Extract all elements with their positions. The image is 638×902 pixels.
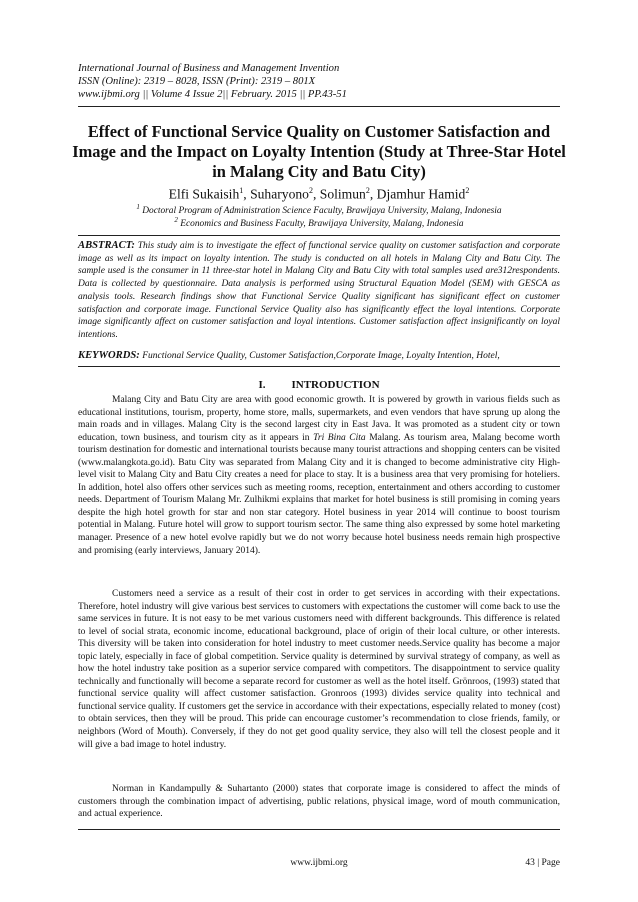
keywords-text: Functional Service Quality, Customer Satisfaction,Corporate Image, Loyalty Intention, Hotel,	[139, 351, 500, 361]
author-affiliation-mark: 2	[308, 186, 313, 195]
emphasis-text: Tri Bina Cita	[313, 432, 366, 443]
author-name: Elfi Sukaisih	[168, 186, 240, 202]
section-number: I.	[258, 379, 266, 391]
section-title: INTRODUCTION	[291, 379, 380, 391]
journal-volume: www.ijbmi.org || Volume 4 Issue 2|| February. 2015 || PP.43-51	[78, 89, 347, 100]
journal-header	[78, 62, 558, 101]
intro-paragraph-2: Customers need a service as a result of their cost in order to get services in according with their expectations. Therefore, hotel industry will give various best services to customers with expectations the customer will come back to use the same services in future. It is not easy to be met various customers need with different backgrounds. This difference is related to level of social strata, economic income, educational background, place of origin of their local culture, or other interests. This diversity will be taken into consideration for hotel industry to meet customer needs.Service quality has become a major topic lately, especially in face of global competition. Service quality is determined by survival strategy of company, as well as how the hotel industry take position as a superior service compared with competitors. The disappointment to service quality technically and functionally will become a separate record for customer as well as the hotel itself. Grönroos, (1993) stated that functional service quality will affect customer satisfaction. Gronroos (1993) divides service quality into technical and functional service quality. If customers get the service in accordance with their expectations, especially related to money (cost) to obtain services, then they will be proud. This pride can encourage customer’s recommendation to close friends, family, or neighbors (Word of Mouth). Conversely, if they do not get good quality service, they also will tell the closest people and it will give a bad image to hotel industry.	[78, 589, 560, 750]
intro-paragraph-3: Norman in Kandampully & Suhartanto (2000) states that corporate image is considered to affect the minds of customers through the combination impact of advertising, public relations, physical image, word of mouth communication, and actual experience.	[78, 784, 560, 820]
author-affiliation-mark: 2	[365, 186, 370, 195]
affiliation-text: Economics and Business Faculty, Brawijaya University, Malang, Indonesia	[177, 219, 464, 230]
footer-url: www.ijbmi.org	[290, 858, 348, 868]
paragraph-text: Malang City and Batu City are area with good economic growth. It is powered by growth in various fields such as educational institutions, tourism, property, home store, malls, supermarkets, and even vendors that have sprung up along the main roads and in villages. Malang City is the second largest city in East Java. It was promoted as a student city or town education, town business, and tourism city as it appears in	[78, 395, 560, 443]
author-name: , Suharyono	[243, 186, 309, 202]
affiliation-2	[78, 214, 560, 230]
keywords-label: KEYWORDS:	[78, 350, 140, 361]
author-affiliation-mark: 2	[465, 186, 470, 195]
footer-rule	[78, 829, 560, 830]
author-affiliation-mark: 1	[239, 186, 244, 195]
author-name: , Solimun	[312, 186, 366, 202]
page-footer	[78, 857, 560, 870]
paper-title: Effect of Functional Service Quality on Customer Satisfaction and Image and the Impact on Loyalty Intention (Study at Three-Star Hotel in Malang City and Batu City)	[72, 122, 566, 181]
abstract	[78, 240, 560, 342]
page-number: 43 | Page	[525, 858, 560, 868]
abstract-text: This study aim is to investigate the effect of functional service quality on customer satisfaction and corporate image as well as its impact on loyalty intention. The study is conducted on all hotels in Malang City and Batu City. The sample used is the consumer in 11 three-star hotel in Malang City and Batu City with total samples used are312respondents. Data is collected by questionnaire. Data analysis is performed using Structural Equation Model (SEM) with GESCA as analysis tools. Research findings show that Functional Service Quality significant has significant effect on customer satisfaction and corporate image. Functional Service Quality also has significantly effect the loyal intentions. Corporate image significantly affect on customer satisfaction and loyal intentions. Customer satisfaction affect insignificantly on loyal intentions.	[78, 241, 560, 340]
paragraph-text: Malang. As tourism area, Malang become worth tourism destination for domestic and international tourists because many tourist attractions and shopping centers can be visited (www.malangkota.go.id). Batu City was separated from Malang City and it is changed to become administrative city High-level visit to Malang City and Batu City creates a need for place to stay. It is a business area that very promising for hoteliers. In addition, hotel also offers other services such as meeting rooms, reception, entertainment and others according to customer needs. Department of Tourism Malang Mr. Zulhikmi explains that market for hotel business is still promising in coming years despite the high hotel growth for star and non star category. Hotel business in year 2014 will continue to boost tourism potential in Malang. Future hotel will grow to support tourism sector. The same thing also expressed by some hotel marketing manager. Presence of a new hotel evolve rapidly but we do not worry because hotel business needs remain high prospective and promising (early interviews, January 2014).	[78, 432, 560, 556]
header-rule	[78, 106, 560, 107]
author-list	[78, 183, 560, 203]
section-heading	[78, 379, 560, 392]
affiliation-mark: 2	[174, 216, 178, 224]
abstract-label: ABSTRACT:	[78, 240, 135, 251]
affiliation-mark: 1	[136, 203, 140, 211]
abstract-top-rule	[78, 235, 560, 236]
intro-paragraph-1	[78, 394, 560, 557]
keywords-bottom-rule	[78, 366, 560, 367]
journal-name: International Journal of Business and Management Invention	[78, 63, 340, 74]
journal-issn: ISSN (Online): 2319 – 8028, ISSN (Print): 2319 – 801X	[78, 76, 316, 87]
affiliation-text: Doctoral Program of Administration Science Faculty, Brawijaya University, Malang, Indonesia	[139, 206, 502, 217]
author-name: , Djamhur Hamid	[369, 186, 466, 202]
keywords	[78, 350, 560, 362]
